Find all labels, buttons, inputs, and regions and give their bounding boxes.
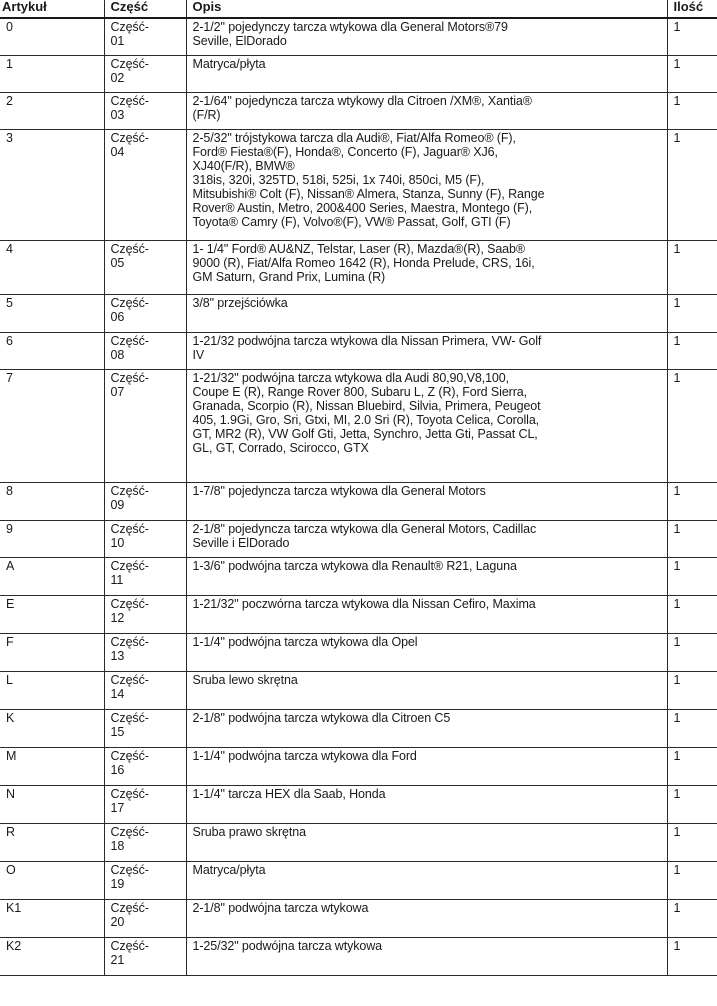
- cell-description: [186, 482, 667, 520]
- cell-quantity: 1: [667, 899, 717, 937]
- cell-part: [104, 240, 186, 294]
- table-row: [0, 557, 717, 595]
- cell-part-text: Część-17: [110, 786, 149, 815]
- description-line: 1-1/4" podwójna tarcza wtykowa dla Opel: [192, 634, 418, 649]
- cell-quantity: 1: [667, 294, 717, 332]
- cell-part-text: Część-19: [110, 862, 149, 891]
- table-row: [0, 785, 717, 823]
- cell-part: [104, 129, 186, 240]
- cell-part-text: Część-11: [110, 558, 149, 587]
- table-row: [0, 861, 717, 899]
- description-line: 2-5/32" trójstykowa tarcza dla Audi®, Fiat/Alfa Romeo® (F),: [192, 130, 516, 145]
- table-body: [0, 18, 717, 975]
- cell-part-text: Część-21: [110, 938, 149, 967]
- description-line: Ford® Fiesta®(F), Honda®, Concerto (F), Jaguar® XJ6,: [192, 144, 498, 159]
- cell-item: L: [0, 671, 104, 709]
- description-line: GT, MR2 (R), VW Golf Gti, Jetta, Synchro, Jetta Gti, Passat CL,: [192, 426, 538, 441]
- header-row: [0, 0, 717, 18]
- cell-quantity: 1: [667, 520, 717, 557]
- cell-part-text: Część-20: [110, 900, 149, 929]
- table-header: [0, 0, 717, 18]
- cell-quantity: 1: [667, 482, 717, 520]
- description-line: 1-1/4" podwójna tarcza wtykowa dla Ford: [192, 748, 417, 763]
- table-row: [0, 937, 717, 975]
- cell-part: [104, 557, 186, 595]
- cell-description: [186, 747, 667, 785]
- cell-description: [186, 937, 667, 975]
- description-line: Seville, ElDorado: [192, 34, 287, 48]
- cell-item: 8: [0, 482, 104, 520]
- table-row: [0, 520, 717, 557]
- description-line: Seville i ElDorado: [192, 535, 290, 550]
- cell-item: F: [0, 633, 104, 671]
- cell-description: [186, 369, 667, 482]
- cell-item: 6: [0, 332, 104, 369]
- cell-description: [186, 595, 667, 633]
- cell-description: [186, 671, 667, 709]
- table-row: [0, 482, 717, 520]
- cell-part: [104, 482, 186, 520]
- cell-quantity: 1: [667, 18, 717, 55]
- cell-item: K: [0, 709, 104, 747]
- cell-part-text: Część-09: [110, 483, 149, 512]
- cell-item: 1: [0, 55, 104, 92]
- cell-description: [186, 332, 667, 369]
- cell-part-text: Część-06: [110, 295, 149, 324]
- description-line: 405, 1.9Gi, Gro, Sri, Gtxi, MI, 2.0 Sri (R), Toyota Celica, Corolla,: [192, 412, 540, 427]
- cell-part: [104, 294, 186, 332]
- cell-part: [104, 671, 186, 709]
- description-line: Mitsubishi® Colt (F), Nissan® Almera, Stanza, Sunny (F), Range: [192, 186, 545, 201]
- cell-description: [186, 520, 667, 557]
- cell-quantity: 1: [667, 747, 717, 785]
- cell-description: [186, 823, 667, 861]
- cell-item: 4: [0, 240, 104, 294]
- cell-quantity: 1: [667, 332, 717, 369]
- cell-quantity: 1: [667, 55, 717, 92]
- cell-part: [104, 633, 186, 671]
- description-line: 318is, 320i, 325TD, 518i, 525i, 1x 740i, 850ci, M5 (F),: [192, 172, 485, 187]
- description-line: 1-7/8" pojedyncza tarcza wtykowa dla General Motors: [192, 483, 486, 498]
- cell-description: [186, 55, 667, 92]
- table-row: [0, 294, 717, 332]
- cell-description: [186, 785, 667, 823]
- cell-description: [186, 294, 667, 332]
- table-row: [0, 129, 717, 240]
- cell-part: [104, 55, 186, 92]
- cell-item: R: [0, 823, 104, 861]
- cell-quantity: 1: [667, 369, 717, 482]
- cell-part-text: Część-03: [110, 93, 149, 122]
- table-row: [0, 369, 717, 482]
- description-line: 2-1/64" pojedyncza tarcza wtykowy dla Citroen /XM®, Xantia®: [192, 93, 532, 108]
- cell-item: 9: [0, 520, 104, 557]
- cell-description: [186, 18, 667, 55]
- cell-part-text: Część-12: [110, 596, 149, 625]
- cell-quantity: 1: [667, 709, 717, 747]
- cell-part: [104, 861, 186, 899]
- table-row: [0, 709, 717, 747]
- cell-part: [104, 899, 186, 937]
- description-line: Sruba lewo skrętna: [192, 672, 298, 687]
- cell-part: [104, 332, 186, 369]
- description-line: 3/8" przejściówka: [192, 295, 288, 310]
- description-line: XJ40(F/R), BMW®: [192, 158, 295, 173]
- description-line: 1-3/6" podwójna tarcza wtykowa dla Renault® R21, Laguna: [192, 558, 517, 573]
- description-line: IV: [192, 347, 205, 362]
- table-row: [0, 332, 717, 369]
- description-line: Matryca/płyta: [192, 862, 266, 877]
- cell-description: [186, 861, 667, 899]
- cell-description: [186, 557, 667, 595]
- cell-part: [104, 785, 186, 823]
- cell-quantity: 1: [667, 937, 717, 975]
- description-line: 2-1/8" pojedyncza tarcza wtykowa dla General Motors, Cadillac: [192, 521, 537, 536]
- table-row: [0, 240, 717, 294]
- description-line: 2-1/8" podwójna tarcza wtykowa: [192, 900, 369, 915]
- description-line: Matryca/płyta: [192, 56, 266, 71]
- cell-item: E: [0, 595, 104, 633]
- cell-quantity: 1: [667, 633, 717, 671]
- cell-part-text: Część-14: [110, 672, 149, 701]
- table-row: [0, 595, 717, 633]
- table-row: [0, 18, 717, 55]
- cell-quantity: 1: [667, 240, 717, 294]
- table-row: [0, 671, 717, 709]
- cell-part: [104, 747, 186, 785]
- cell-description: [186, 633, 667, 671]
- cell-description: [186, 709, 667, 747]
- description-line: 9000 (R), Fiat/Alfa Romeo 1642 (R), Honda Prelude, CRS, 16i,: [192, 255, 535, 270]
- cell-part: [104, 18, 186, 55]
- description-line: Toyota® Camry (F), Volvo®(F), VW® Passat, Golf, GTI (F): [192, 214, 511, 229]
- description-line: 1-1/4" tarcza HEX dla Saab, Honda: [192, 786, 386, 801]
- cell-quantity: 1: [667, 595, 717, 633]
- header-part: Część: [104, 0, 186, 18]
- cell-part: [104, 595, 186, 633]
- cell-part-text: Część-05: [110, 241, 149, 270]
- header-item: Artykuł: [0, 0, 104, 18]
- description-line: (F/R): [192, 107, 221, 122]
- cell-part: [104, 369, 186, 482]
- description-line: 1-21/32" podwójna tarcza wtykowa dla Audi 80,90,V8,100,: [192, 370, 510, 385]
- cell-part-text: Część-16: [110, 748, 149, 777]
- cell-item: N: [0, 785, 104, 823]
- table-row: [0, 55, 717, 92]
- cell-description: [186, 92, 667, 129]
- description-line: 1-21/32 podwójna tarcza wtykowa dla Nissan Primera, VW- Golf: [192, 333, 542, 348]
- cell-quantity: 1: [667, 861, 717, 899]
- cell-quantity: 1: [667, 671, 717, 709]
- table-row: [0, 899, 717, 937]
- cell-item: A: [0, 557, 104, 595]
- cell-part: [104, 92, 186, 129]
- cell-quantity: 1: [667, 92, 717, 129]
- cell-item: 7: [0, 369, 104, 482]
- cell-part-text: Część-13: [110, 634, 149, 663]
- table-row: [0, 92, 717, 129]
- cell-item: K2: [0, 937, 104, 975]
- cell-part-text: Część-18: [110, 824, 149, 853]
- description-line: 2-1/2" pojedynczy tarcza wtykowa dla General Motors®79: [192, 20, 508, 34]
- cell-part-text: Część-02: [110, 56, 149, 85]
- description-line: Sruba prawo skrętna: [192, 824, 306, 839]
- cell-quantity: 1: [667, 129, 717, 240]
- description-line: GL, GT, Corrado, Scirocco, GTX: [192, 440, 369, 455]
- cell-part: [104, 520, 186, 557]
- cell-part: [104, 823, 186, 861]
- cell-description: [186, 129, 667, 240]
- cell-part-text: Część-04: [110, 130, 149, 159]
- table-row: [0, 633, 717, 671]
- cell-quantity: 1: [667, 823, 717, 861]
- description-line: 1- 1/4" Ford® AU&NZ, Telstar, Laser (R), Mazda®(R), Saab®: [192, 241, 525, 256]
- cell-part-text: Część-07: [110, 370, 149, 399]
- cell-part-text: Część-15: [110, 710, 149, 739]
- cell-description: [186, 899, 667, 937]
- description-line: Granada, Scorpio (R), Nissan Bluebird, Silvia, Primera, Peugeot: [192, 398, 541, 413]
- cell-item: M: [0, 747, 104, 785]
- table-row: [0, 747, 717, 785]
- cell-quantity: 1: [667, 785, 717, 823]
- header-description: Opis: [186, 0, 667, 18]
- cell-item: 0: [0, 18, 104, 55]
- cell-item: 2: [0, 92, 104, 129]
- description-line: 2-1/8" podwójna tarcza wtykowa dla Citroen C5: [192, 710, 451, 725]
- cell-part-text: Część-10: [110, 521, 149, 550]
- cell-item: 3: [0, 129, 104, 240]
- cell-item: 5: [0, 294, 104, 332]
- cell-part: [104, 709, 186, 747]
- description-line: Coupe E (R), Range Rover 800, Subaru L, Z (R), Ford Sierra,: [192, 384, 528, 399]
- cell-item: K1: [0, 899, 104, 937]
- description-line: GM Saturn, Grand Prix, Lumina (R): [192, 269, 386, 284]
- cell-description: [186, 240, 667, 294]
- table-row: [0, 823, 717, 861]
- description-line: 1-25/32" podwójna tarcza wtykowa: [192, 938, 383, 953]
- header-quantity: Ilość: [667, 0, 717, 18]
- cell-part-text: Część-08: [110, 333, 149, 362]
- cell-item: O: [0, 861, 104, 899]
- description-line: 1-21/32" poczwórna tarcza wtykowa dla Nissan Cefiro, Maxima: [192, 596, 536, 611]
- cell-part: [104, 937, 186, 975]
- description-line: Rover® Austin, Metro, 200&400 Series, Maestra, Montego (F),: [192, 200, 533, 215]
- cell-part-text: Część-01: [110, 20, 149, 48]
- cell-quantity: 1: [667, 557, 717, 595]
